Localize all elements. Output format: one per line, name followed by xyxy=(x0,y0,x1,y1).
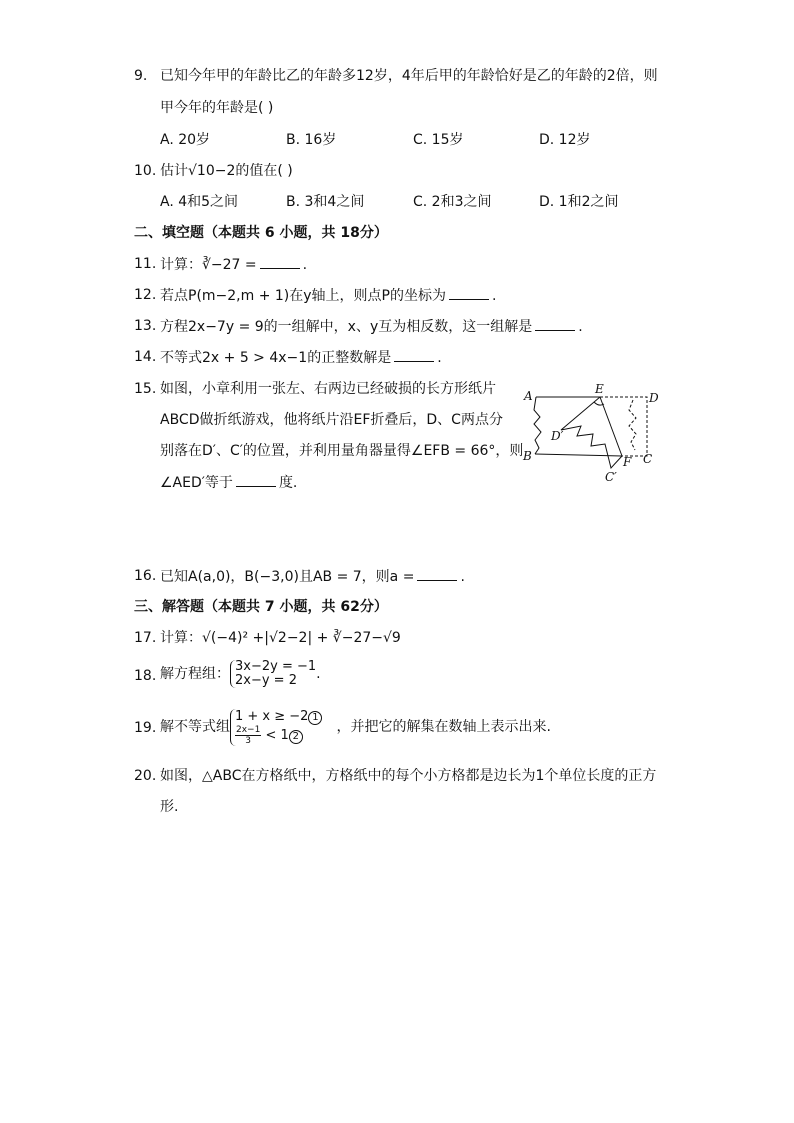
equation-2: 2x−y = 2 xyxy=(235,673,297,688)
answer-blank[interactable] xyxy=(417,566,457,581)
q11-end: . xyxy=(302,257,308,273)
q16-text xyxy=(160,566,465,587)
equation-system xyxy=(230,660,316,688)
label-d-prime: D′ xyxy=(551,429,564,443)
inequality-1: 1 + x ≥ −2 1 xyxy=(235,709,322,725)
q19-text xyxy=(160,702,551,752)
q10-option-a: A. 4和5之间 xyxy=(160,194,239,210)
q20-line2: 形. xyxy=(160,799,179,815)
inequality-2: $\frac{2x-1}{3} < 1$ 2 xyxy=(235,725,322,746)
q18-stem: 解方程组： xyxy=(160,666,230,682)
original-right-part xyxy=(600,397,647,456)
q14-stem: 不等式2x + 5 > 4x−1的正整数解是 xyxy=(160,350,392,366)
section-heading-solve: 三、解答题（本题共 7 小题，共 62分） xyxy=(134,599,388,615)
question-number: 19. xyxy=(134,720,157,736)
q16-end: . xyxy=(460,569,465,585)
q15-unit: 度. xyxy=(278,475,298,491)
section-heading-fill-in: 二、填空题（本题共 6 小题，共 18分） xyxy=(134,225,388,241)
label-e: E xyxy=(595,382,604,396)
answer-blank[interactable] xyxy=(449,285,489,300)
q9-option-c: C. 15岁 xyxy=(413,132,464,148)
q12-stem: 若点P(m−2,m + 1)在y轴上，则点P的坐标为 xyxy=(160,288,446,304)
label-c: C xyxy=(643,452,653,466)
q19-end: ，并把它的解集在数轴上表示出来. xyxy=(336,719,551,735)
q15-line2: ABCD做折纸游戏，他将纸片沿EF折叠后，D、C两点分 xyxy=(160,412,503,428)
question-number: 10. xyxy=(134,163,157,179)
q10-option-b: B. 3和4之间 xyxy=(286,194,365,210)
circled-number-2: 2 xyxy=(289,730,303,744)
question-number: 13. xyxy=(134,318,157,334)
q16-stem: 已知A(a,0)，B(−3,0)且AB = 7，则a = xyxy=(160,569,415,585)
q19-stem: 解不等式组 xyxy=(160,719,230,735)
question-number: 9. xyxy=(134,68,148,84)
q18-end: . xyxy=(316,666,321,682)
q15-line4 xyxy=(160,472,297,493)
label-c-prime: C′ xyxy=(605,470,617,484)
question-number: 18. xyxy=(134,668,157,684)
q9-line1: 已知今年甲的年龄比乙的年龄多12岁，4年后甲的年龄恰好是乙的年龄的2倍，则 xyxy=(160,68,658,84)
folding-figure xyxy=(515,380,665,488)
q17-text: 计算：√(−4)² +|√2−2| + ∛−27−√9 xyxy=(160,630,401,646)
question-number: 20. xyxy=(134,768,157,784)
fraction: $\frac{2x-1}{3}$ xyxy=(236,724,261,746)
q10-stem: 估计√10−2的值在( ) xyxy=(160,163,293,179)
label-b: B xyxy=(523,449,532,463)
label-d: D xyxy=(649,391,659,405)
answer-blank[interactable] xyxy=(394,347,434,362)
question-number: 17. xyxy=(134,630,157,646)
answer-blank[interactable] xyxy=(535,316,575,331)
q10-option-d: D. 1和2之间 xyxy=(539,194,619,210)
label-a: A xyxy=(524,389,533,403)
q13-stem: 方程2x−7y = 9的一组解中，x、y互为相反数，这一组解是 xyxy=(160,319,533,335)
q13-end: . xyxy=(578,319,583,335)
q12-end: . xyxy=(492,288,497,304)
answer-blank[interactable] xyxy=(236,472,276,487)
question-number: 11. xyxy=(134,256,157,272)
label-f: F xyxy=(623,455,632,469)
q10-option-c: C. 2和3之间 xyxy=(413,194,492,210)
q18-text xyxy=(160,656,321,692)
question-number: 15. xyxy=(134,381,157,397)
answer-blank[interactable] xyxy=(260,254,300,269)
q9-option-d: D. 12岁 xyxy=(539,132,591,148)
q9-option-a: A. 20岁 xyxy=(160,132,211,148)
bottom-edge xyxy=(535,454,622,456)
q12-text xyxy=(160,285,496,306)
equation-1: 3x−2y = −1 xyxy=(235,659,317,674)
original-torn-right-edge xyxy=(629,400,636,450)
q9-option-b: B. 16岁 xyxy=(286,132,337,148)
fold-line-ef xyxy=(600,397,622,456)
q13-text xyxy=(160,316,583,337)
question-number: 14. xyxy=(134,349,157,365)
q14-end: . xyxy=(437,350,442,366)
question-number: 16. xyxy=(134,568,157,584)
q20-line1: 如图，△ABC在方格纸中，方格纸中的每个小方格都是边长为1个单位长度的正方 xyxy=(160,768,657,784)
q15-line1: 如图，小章利用一张左、右两边已经破损的长方形纸片 xyxy=(160,381,496,397)
q15-stem-end: ∠AED′等于 xyxy=(160,475,233,491)
q15-line3: 别落在D′、C′的位置，并利用量角器量得∠EFB = 66°，则 xyxy=(160,443,524,459)
inequality-system xyxy=(230,709,322,746)
q11-stem: 计算：∛−27 = xyxy=(160,257,257,273)
q14-text xyxy=(160,347,442,368)
torn-left-edge xyxy=(534,397,541,454)
circled-number-1: 1 xyxy=(308,711,322,725)
q11-text xyxy=(160,254,307,275)
question-number: 12. xyxy=(134,287,157,303)
q9-line2: 甲今年的年龄是( ) xyxy=(160,100,274,116)
